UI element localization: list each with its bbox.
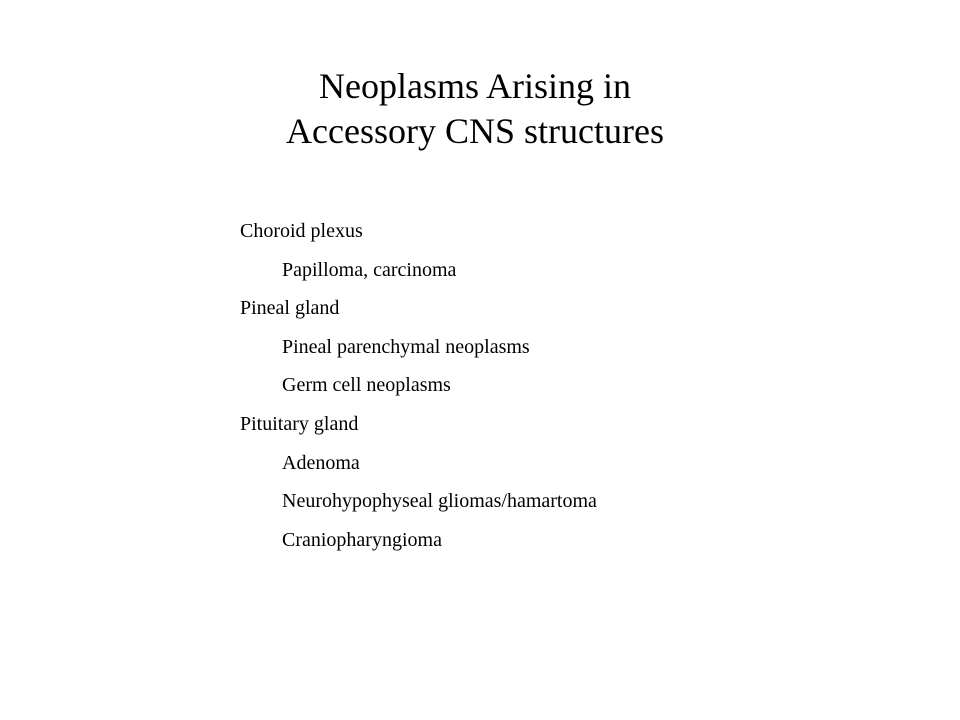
outline-subitem-craniopharyngioma: Craniopharyngioma bbox=[282, 528, 442, 551]
slide-title bbox=[0, 64, 950, 154]
slide-title-line-1: Neoplasms Arising in bbox=[319, 66, 631, 106]
outline-subitem-pineal-parenchymal: Pineal parenchymal neoplasms bbox=[282, 335, 530, 358]
outline-subitem-adenoma: Adenoma bbox=[282, 451, 360, 474]
outline-item-pituitary-gland: Pituitary gland bbox=[240, 412, 359, 435]
outline-item-pineal-gland: Pineal gland bbox=[240, 297, 340, 320]
outline-subitem-germ-cell: Germ cell neoplasms bbox=[282, 374, 451, 397]
outline-subitem-neurohypophyseal: Neurohypophyseal gliomas/hamartoma bbox=[282, 490, 597, 513]
outline-list bbox=[240, 212, 597, 559]
outline-subitem-papilloma-carcinoma: Papilloma, carcinoma bbox=[282, 258, 457, 281]
outline-item-choroid-plexus: Choroid plexus bbox=[240, 220, 363, 242]
slide-title-line-2: Accessory CNS structures bbox=[286, 111, 664, 151]
